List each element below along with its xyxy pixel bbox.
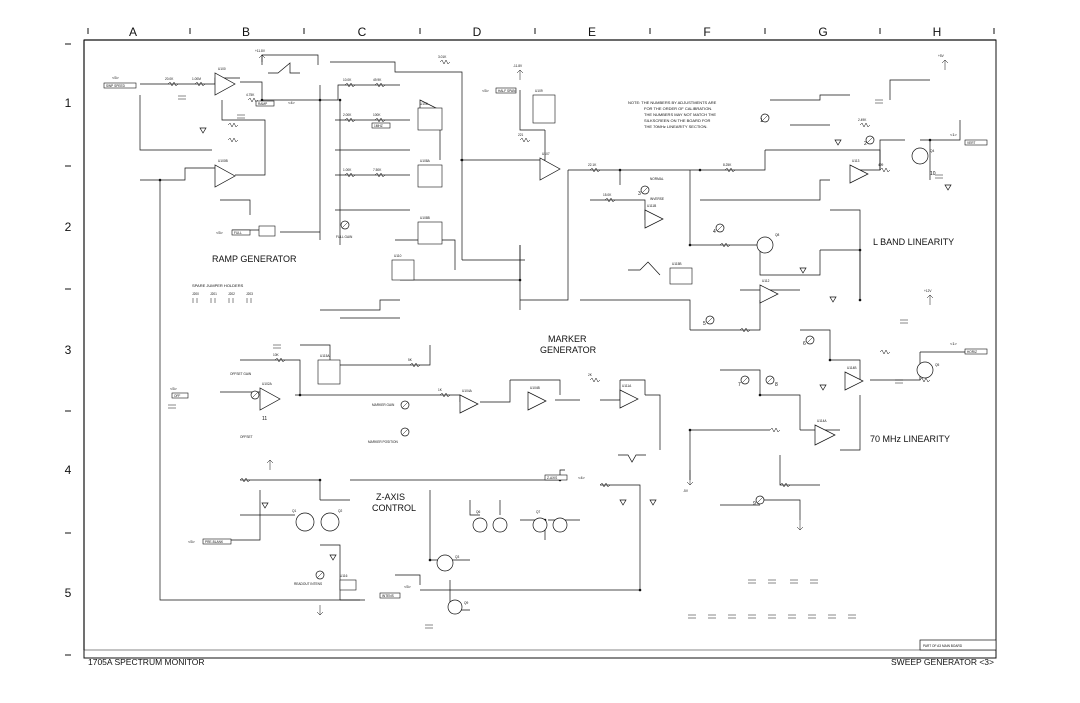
net-label: HALF SPAN xyxy=(498,89,516,93)
spare-jumper-label: SPARE JUMPER HOLDERS xyxy=(192,283,244,288)
supply-label: +5V xyxy=(938,54,944,58)
connector-ref: <1> xyxy=(950,341,957,346)
spare-jumpers xyxy=(192,292,253,303)
adj-number: 1 xyxy=(760,118,763,124)
refdes: U116 xyxy=(340,574,348,578)
connector-ref: <5> xyxy=(170,386,177,391)
refdes: U111B xyxy=(647,204,657,208)
supply-label: +12V xyxy=(924,289,932,293)
column-label: A xyxy=(128,25,138,39)
refdes: Q2 xyxy=(338,509,343,513)
net-label: Z-AXIS xyxy=(547,476,558,480)
row-label: 2 xyxy=(64,220,72,234)
jumper-id: J202 xyxy=(228,292,235,296)
connector-ref: <5> xyxy=(404,584,411,589)
ramp-generator-title: RAMP GENERATOR xyxy=(212,254,297,264)
adj-number: 7 xyxy=(738,382,741,388)
refdes: U102A xyxy=(262,382,272,386)
supply-label: -11.8V xyxy=(513,64,523,68)
connector-ref: <4> xyxy=(578,475,585,480)
calibration-note xyxy=(628,100,717,129)
pot-label: READOUT INTENS xyxy=(294,582,323,586)
marker-generator-title-2: GENERATOR xyxy=(540,345,597,355)
l-band-linearity-title: L BAND LINEARITY xyxy=(873,237,955,247)
refdes: U115A xyxy=(320,354,330,358)
capacitors xyxy=(168,96,943,628)
refdes: U111A xyxy=(622,384,632,388)
row-label: 3 xyxy=(64,343,72,357)
supply-label: -5V xyxy=(683,489,688,493)
net-label: INTENS xyxy=(382,594,394,598)
resistor-value: 221 xyxy=(518,133,524,137)
resistor-value: 8.25K xyxy=(723,163,732,167)
jumper-id: J200 xyxy=(192,292,199,296)
resistor-value: 4.75K xyxy=(246,93,255,97)
resistor-value: 2K xyxy=(588,373,592,377)
refdes: Q1 xyxy=(292,509,297,513)
refdes: U112 xyxy=(762,279,770,283)
refdes: U113 xyxy=(852,159,860,163)
net-label: PRE-BLANK xyxy=(205,540,224,544)
resistor-value: 100K xyxy=(373,113,381,117)
refdes: Q8 xyxy=(775,233,780,237)
refdes: U104A xyxy=(462,389,472,393)
column-label: D xyxy=(472,25,482,39)
refdes: Q4 xyxy=(930,149,935,153)
jumper-id: J201 xyxy=(210,292,217,296)
net-label: INVERSE xyxy=(650,197,664,201)
refdes: Q7 xyxy=(536,510,541,514)
marker-generator-title-1: MARKER xyxy=(548,334,587,344)
adj-number: 10 xyxy=(930,171,936,177)
pot-label: MARKER GAIN xyxy=(372,403,395,407)
connector-ref: <5> xyxy=(188,539,195,544)
supply-rails xyxy=(259,55,951,615)
supply-labels xyxy=(255,49,945,493)
column-label: C xyxy=(357,25,367,39)
adj-number: 6 xyxy=(803,341,806,347)
refdes: U109 xyxy=(535,89,543,93)
note-line: THE NUMBERS MAY NOT MATCH THE xyxy=(644,112,717,117)
adj-number: 5 xyxy=(703,321,706,327)
resistor-value: 2.00K xyxy=(343,113,352,117)
part-of-label: PART OF A3 MAIN BOARD xyxy=(923,644,963,648)
pot-label: MARKER POSITION xyxy=(368,440,398,444)
refdes: U100B xyxy=(218,159,228,163)
refdes: U115B xyxy=(672,262,682,266)
connector-refs xyxy=(112,75,958,589)
pot-label: OFFSET GAIN xyxy=(230,372,252,376)
resistor-value: 5K xyxy=(408,358,412,362)
net-label: VERT xyxy=(967,141,976,145)
column-label: G xyxy=(818,25,828,39)
footer-section-title: SWEEP GENERATOR <3> xyxy=(891,657,994,667)
supply-label: +11.8V xyxy=(255,49,265,53)
resistor-value: 22.1K xyxy=(588,163,597,167)
net-label: SWP SPEED xyxy=(106,84,125,88)
op-amps xyxy=(215,73,868,445)
z-axis-title-2: CONTROL xyxy=(372,503,417,513)
row-label: 4 xyxy=(64,463,72,477)
adj-number: 11 xyxy=(262,416,268,422)
refdes: U108B xyxy=(420,216,430,220)
net-label: RAMP xyxy=(258,102,268,106)
resistor-value: 1.00M xyxy=(192,77,201,81)
column-label: H xyxy=(932,25,942,39)
pot-label: FULL GAIN xyxy=(336,235,353,239)
note-line: THE 70MHz LINEARITY SECTION. xyxy=(644,124,708,129)
resistor-value: 7.50K xyxy=(373,168,382,172)
refdes: U110 xyxy=(394,254,402,258)
connector-ref: <5> xyxy=(216,230,223,235)
resistor-value: 49.9K xyxy=(373,78,382,82)
pot-labels xyxy=(230,235,398,586)
transistor-refdes xyxy=(292,149,939,605)
column-label: F xyxy=(703,25,711,39)
refdes: U108A xyxy=(420,159,430,163)
resistor-value: 1.00K xyxy=(343,168,352,172)
resistor-value: 1K xyxy=(438,388,442,392)
adj-number: 9 xyxy=(753,501,756,507)
note-line: FOR THE ORDER OF CALIBRATION. xyxy=(644,106,713,111)
refdes: U107 xyxy=(542,152,550,156)
connector-ref: <1> xyxy=(950,132,957,137)
adj-number: 2 xyxy=(864,141,867,147)
refdes: Q6 xyxy=(476,510,481,514)
resistor-value: 3.01K xyxy=(438,55,447,59)
note-line: NOTE: THE NUMBERS BY ADJUSTMENTS ARE xyxy=(628,100,717,105)
connector-ref: <5> xyxy=(112,75,119,80)
resistor-value: 499 xyxy=(878,163,884,167)
refdes: Q3 xyxy=(455,555,460,559)
footer-instrument-title: 1705A SPECTRUM MONITOR xyxy=(88,657,205,667)
resistor-value: 2.49K xyxy=(858,118,867,122)
resistor-value: 10.0K xyxy=(343,78,352,82)
row-labels xyxy=(65,96,72,600)
adj-number: 4 xyxy=(713,229,716,235)
refdes: Q9 xyxy=(464,601,469,605)
note-line: SILKSCREEN ON THE BOARD FOR xyxy=(644,118,711,123)
refdes: U100 xyxy=(218,67,226,71)
jumper-id: J203 xyxy=(246,292,253,296)
resistor-value: 15.0K xyxy=(603,193,612,197)
adj-number: 8 xyxy=(775,382,778,388)
column-label: B xyxy=(241,25,251,39)
net-label: FULL xyxy=(234,231,242,235)
net-label: NORMAL xyxy=(650,177,664,181)
column-label: E xyxy=(587,25,597,39)
row-label: 5 xyxy=(64,586,72,600)
net-label: OFF xyxy=(174,394,181,398)
row-label: 1 xyxy=(64,96,72,110)
refdes: Q5 xyxy=(935,363,940,367)
resistor-value: 10K xyxy=(273,353,279,357)
diodes xyxy=(200,128,951,560)
adjustment-numbers xyxy=(262,118,936,507)
refdes: U104B xyxy=(530,386,540,390)
net-label: 1MHZ xyxy=(374,124,383,128)
transistors xyxy=(296,148,933,614)
connector-ref: <5> xyxy=(482,88,489,93)
net-label: HORIZ xyxy=(967,350,977,354)
refdes: U114A xyxy=(817,419,827,423)
connector-ref: <4> xyxy=(288,100,295,105)
refdes: U106 xyxy=(420,102,428,106)
pot-label: OFFSET xyxy=(240,435,253,439)
z-axis-title-1: Z-AXIS xyxy=(376,492,406,502)
resistor-value: 20.0K xyxy=(165,77,174,81)
adj-number: 3 xyxy=(638,191,641,197)
resistors xyxy=(168,60,930,487)
refdes: U114B xyxy=(847,366,857,370)
70mhz-linearity-title: 70 MHz LINEARITY xyxy=(870,434,951,444)
